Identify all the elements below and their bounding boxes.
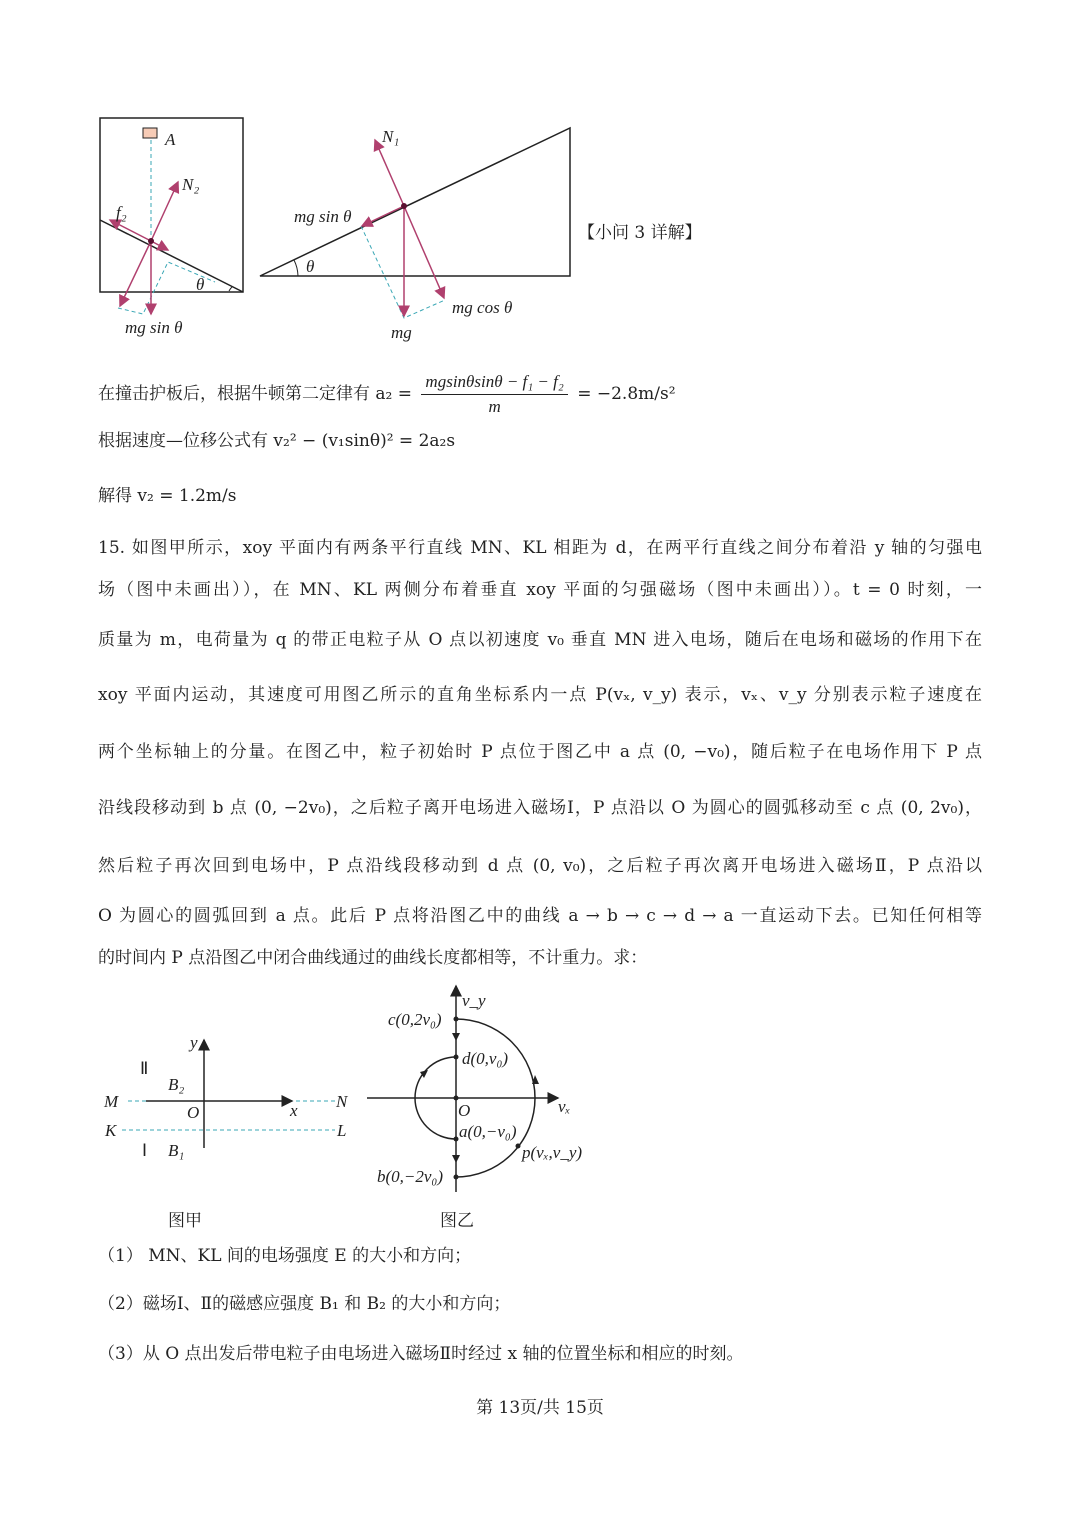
problem-line: xoy 平面内运动，其速度可用图乙所示的直角坐标系内一点 P(vₓ, v_y) 表示，vₓ、v_y 分别表示粒子速度在 [98, 685, 982, 705]
force-diagram [0, 0, 1080, 360]
problem-line: 场（图中未画出）），在 MN、KL 两侧分布着垂直 xoy 平面的匀强磁场（图中未画出））。t = 0 时刻，一 [98, 580, 982, 600]
svg-text:B₂: B₂ [168, 1075, 185, 1094]
svg-text:L: L [337, 1121, 347, 1140]
svg-text:O: O [187, 1103, 200, 1122]
figure-yi [367, 986, 582, 1230]
svg-text:mg sin θ: mg sin θ [294, 207, 352, 226]
svg-text:N₁: N₁ [382, 127, 400, 146]
svg-text:vₓ: vₓ [558, 1097, 571, 1116]
problem-line: O 为圆心的圆弧回到 a 点。此后 P 点将沿图乙中的曲线 a → b → c → d → a 一直运动下去。已知任何相等 [98, 906, 982, 926]
svg-text:A: A [165, 130, 176, 149]
question-2: （2）磁场Ⅰ、Ⅱ的磁感应强度 B₁ 和 B₂ 的大小和方向； [98, 1294, 511, 1314]
incline-right [260, 128, 570, 276]
svg-text:N₂: N₂ [182, 175, 200, 194]
solution-line-1: 在撞击护板后，根据牛顿第二定律有 a₂ = $\frac{\text{mgsinθsinθ − f₁ − f₂}}{m}$ = −2.8m/s² [98, 372, 676, 416]
svg-text:v_y: v_y [462, 991, 486, 1010]
block-A [143, 128, 157, 138]
svg-text:f₂: f₂ [116, 203, 127, 222]
svg-text:图乙: 图乙 [440, 1211, 474, 1230]
problem-line: 的时间内 P 点沿图乙中闭合曲线通过的曲线长度都相等，不计重力。求： [98, 948, 648, 968]
sub-question-3-heading: 【小问 3 详解】 [578, 223, 702, 243]
problem-line: 两个坐标轴上的分量。在图乙中，粒子初始时 P 点位于图乙中 a 点 (0, −v₀)，随后粒子在电场作用下 P 点 [98, 742, 982, 762]
svg-text:K: K [105, 1121, 117, 1140]
svg-text:θ: θ [196, 275, 205, 294]
svg-text:y: y [190, 1033, 198, 1052]
question-3: （3）从 O 点出发后带电粒子由电场进入磁场Ⅱ时经过 x 轴的位置坐标和相应的时刻。 [98, 1344, 744, 1364]
figure-jia [103, 1033, 349, 1230]
svg-text:c(0,2v₀): c(0,2v₀) [388, 1010, 442, 1029]
svg-text:mg sin θ: mg sin θ [125, 318, 183, 337]
problem-line: 15. 如图甲所示，xoy 平面内有两条平行直线 MN、KL 相距为 d，在两平行直线之间分布着沿 y 轴的匀强电 [98, 538, 982, 558]
svg-text:mg: mg [391, 323, 412, 342]
svg-text:a(0,−v₀): a(0,−v₀) [459, 1122, 517, 1141]
svg-text:b(0,−2v₀): b(0,−2v₀) [377, 1167, 443, 1186]
problem-line: 质量为 m，电荷量为 q 的带正电粒子从 O 点以初速度 v₀ 垂直 MN 进入电场，随后在电场和磁场的作用下在 [98, 630, 982, 650]
svg-text:θ: θ [306, 257, 315, 276]
page-footer: 第 13页/共 15页 [476, 1398, 604, 1418]
svg-text:M: M [104, 1092, 119, 1111]
question-1: （1） MN、KL 间的电场强度 E 的大小和方向； [98, 1246, 472, 1266]
svg-text:图甲: 图甲 [168, 1211, 202, 1230]
svg-text:d(0,v₀): d(0,v₀) [462, 1049, 509, 1068]
svg-text:O: O [458, 1101, 471, 1120]
problem-line: 然后粒子再次回到电场中，P 点沿线段移动到 d 点 (0, v₀)，之后粒子再次离开电场进入磁场Ⅱ，P 点沿以 [98, 856, 982, 876]
svg-text:Ⅱ: Ⅱ [140, 1059, 149, 1078]
svg-text:p(vₓ,v_y): p(vₓ,v_y) [522, 1143, 583, 1162]
svg-text:B₁: B₁ [168, 1141, 185, 1160]
problem-line: 沿线段移动到 b 点 (0, −2v₀)，之后粒子离开电场进入磁场Ⅰ，P 点沿以 O 为圆心的圆弧移动至 c 点 (0, 2v₀)， [98, 798, 982, 818]
svg-text:x: x [290, 1101, 298, 1120]
svg-text:N: N [336, 1092, 348, 1111]
svg-text:mg cos θ: mg cos θ [452, 298, 513, 317]
incline-left [100, 220, 243, 292]
svg-text:Ⅰ: Ⅰ [142, 1141, 148, 1160]
solution-line-2: 根据速度—位移公式有 v₂² − (v₁sinθ)² = 2a₂s [98, 431, 456, 451]
solution-line-3: 解得 v₂ = 1.2m/s [98, 486, 237, 506]
